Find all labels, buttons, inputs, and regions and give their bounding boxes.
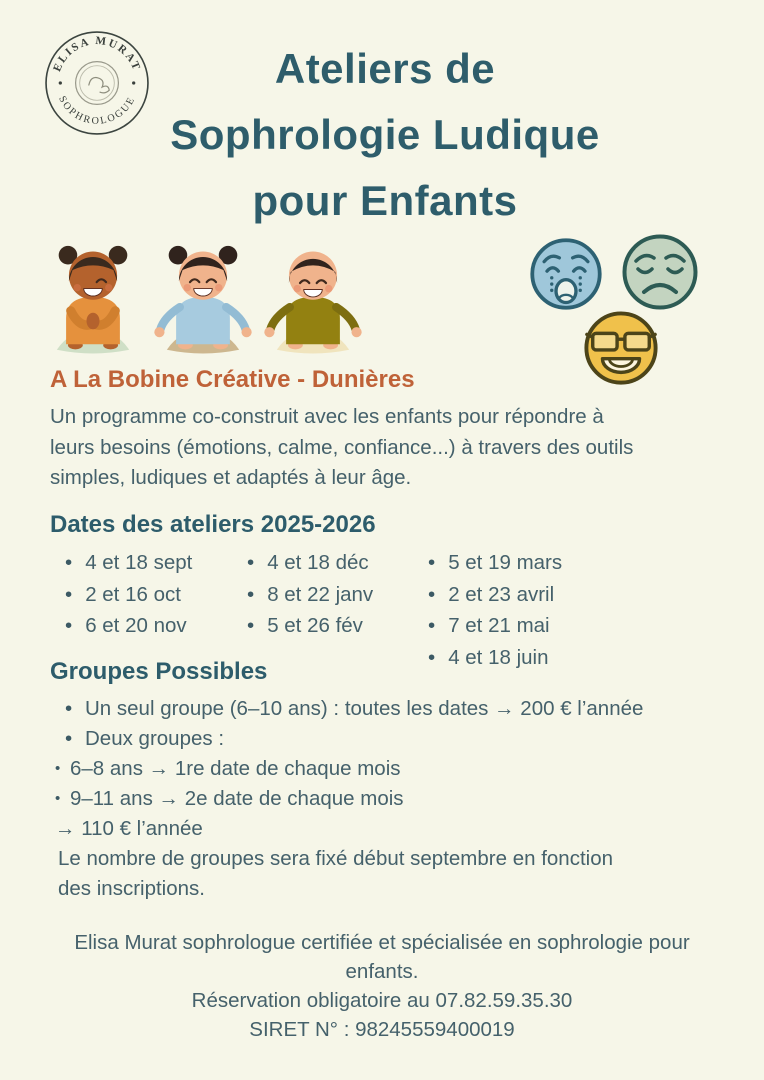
shirt bbox=[176, 297, 230, 344]
location-heading: A La Bobine Créative - Dunières bbox=[50, 366, 415, 393]
hand bbox=[264, 327, 274, 337]
meditating-children-illustration bbox=[42, 236, 364, 356]
date-item: • 4 et 18 juin bbox=[428, 642, 562, 674]
crying-face-icon bbox=[528, 236, 604, 312]
blush bbox=[215, 284, 222, 291]
blush bbox=[325, 285, 332, 292]
date-item: • 6 et 20 nov bbox=[65, 610, 232, 642]
footer-line: Elisa Murat sophrologue certifiée et spécialisée en sophrologie pour bbox=[74, 931, 690, 954]
date-item: • 8 et 22 janv bbox=[247, 579, 413, 611]
blush bbox=[105, 284, 112, 291]
logo-dot-left bbox=[59, 81, 62, 84]
title-line-1: Ateliers de bbox=[274, 45, 496, 92]
logo-profession-text: SOPHROLOGUE bbox=[56, 94, 138, 127]
weary-face-icon bbox=[620, 232, 700, 312]
hand bbox=[241, 327, 251, 337]
note-line: Le nombre de groupes sera fixé début septembre en fonction bbox=[58, 847, 613, 870]
meditating-girl-blue bbox=[152, 236, 254, 356]
dates-section bbox=[50, 509, 730, 673]
dates-column-2 bbox=[232, 547, 413, 673]
blush bbox=[184, 284, 191, 291]
location-section bbox=[50, 364, 720, 494]
group-sub-option: • 9–11 ans → 2e date de chaque mois bbox=[50, 784, 750, 814]
meditating-girl-orange bbox=[42, 236, 144, 356]
hand bbox=[154, 327, 164, 337]
date-item: • 2 et 16 oct bbox=[65, 579, 232, 611]
group-option: • Deux groupes : bbox=[50, 724, 750, 754]
dates-columns bbox=[50, 547, 730, 673]
date-item: • 4 et 18 déc bbox=[247, 547, 413, 579]
meditating-boy-olive bbox=[262, 236, 364, 356]
footer bbox=[27, 928, 737, 1044]
logo-name-text: ELISA MURAT bbox=[51, 34, 143, 74]
dates-column-1 bbox=[50, 547, 232, 673]
title-line-3: pour Enfants bbox=[252, 177, 518, 224]
group-option: • Un seul groupe (6–10 ans) : toutes les dates → 200 € l’année bbox=[50, 694, 750, 724]
page-title bbox=[85, 36, 685, 234]
dates-column-3 bbox=[413, 547, 562, 673]
date-item: • 5 et 19 mars bbox=[428, 547, 562, 579]
program-description bbox=[50, 402, 720, 494]
groups-heading: Groupes Possibles bbox=[50, 658, 268, 685]
glasses-lens bbox=[625, 333, 649, 350]
dates-heading: Dates des ateliers 2025-2026 bbox=[50, 511, 376, 538]
blush bbox=[294, 285, 301, 292]
group-sub-option: • 6–8 ans → 1re date de chaque mois bbox=[50, 754, 750, 784]
footer-line: SIRET N° : 98245559400019 bbox=[249, 1018, 515, 1041]
prayer-hands bbox=[87, 313, 100, 330]
groups-bullets bbox=[50, 694, 750, 754]
description-line: leurs besoins (émotions, calme, confiance...) à travers des outils bbox=[50, 435, 634, 459]
description-line: simples, ludiques et adaptés à leur âge. bbox=[50, 466, 412, 489]
shirt bbox=[286, 297, 340, 344]
group-price-line: → 110 € l’année bbox=[55, 817, 203, 840]
groups-section bbox=[50, 656, 750, 904]
description-line: Un programme co-construit avec les enfants pour répondre à bbox=[50, 405, 604, 428]
wailing-mouth bbox=[556, 280, 576, 303]
hand bbox=[351, 327, 361, 337]
title-line-2: Sophrologie Ludique bbox=[170, 111, 600, 158]
glasses-lens bbox=[593, 333, 617, 350]
blush bbox=[74, 284, 81, 291]
date-item: • 5 et 26 fév bbox=[247, 610, 413, 642]
date-item: • 2 et 23 avril bbox=[428, 579, 562, 611]
footer-line: enfants. bbox=[345, 960, 419, 983]
groups-note bbox=[58, 844, 703, 904]
note-line: des inscriptions. bbox=[58, 877, 205, 900]
weary-face-circle bbox=[625, 237, 696, 308]
date-item: • 4 et 18 sept bbox=[65, 547, 232, 579]
date-item: • 7 et 21 mai bbox=[428, 610, 562, 642]
footer-line: Réservation obligatoire au 07.82.59.35.30 bbox=[191, 989, 573, 1012]
